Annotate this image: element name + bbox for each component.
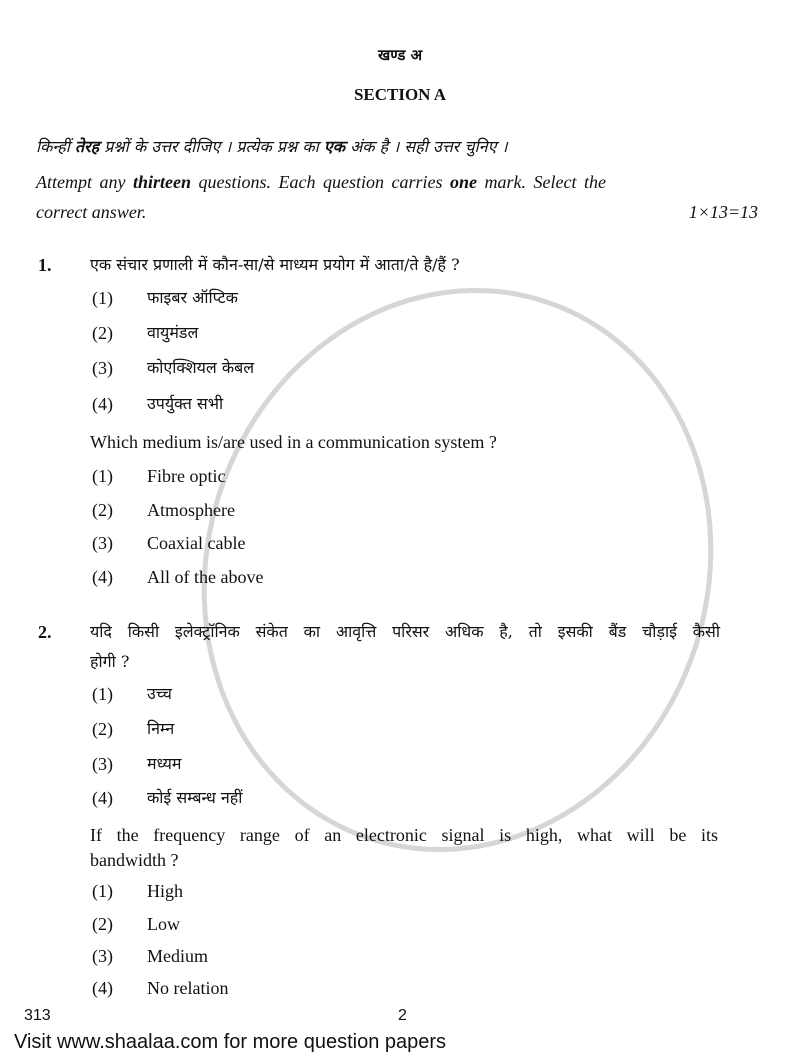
option-text: All of the above xyxy=(147,567,264,587)
paper-code: 313 xyxy=(24,1007,51,1024)
option-number: (2) xyxy=(92,914,113,934)
option-text: Coaxial cable xyxy=(147,533,246,553)
option-number: (3) xyxy=(92,754,113,774)
option-number: (4) xyxy=(92,788,113,808)
option-text-hindi: मध्यम xyxy=(147,754,182,773)
text: questions. Each question carries xyxy=(191,172,450,192)
option-text-hindi: वायुमंडल xyxy=(147,323,199,342)
page-number: 2 xyxy=(398,1007,407,1024)
option-number: (4) xyxy=(92,394,113,414)
question-number: 2. xyxy=(38,622,52,642)
option-number: (4) xyxy=(92,567,113,587)
option-text: Fibre optic xyxy=(147,466,226,486)
question-text: bandwidth ? xyxy=(90,850,179,870)
text: अंक है । सही उत्तर चुनिए । xyxy=(344,137,508,156)
option-text-hindi: फाइबर ऑप्टिक xyxy=(147,288,238,307)
section-title-hindi: खण्ड अ xyxy=(377,46,423,64)
option-number: (3) xyxy=(92,358,113,378)
question-text-hindi: होगी ? xyxy=(90,652,130,671)
option-text: Low xyxy=(147,914,180,934)
option-text: No relation xyxy=(147,978,229,998)
marks-allocation: 1×13=13 xyxy=(688,202,758,222)
option-number: (3) xyxy=(92,533,113,553)
text: प्रश्नों के उत्तर दीजिए । प्रत्येक प्रश्न का xyxy=(99,137,324,156)
option-text-hindi: उच्च xyxy=(147,684,172,703)
option-number: (2) xyxy=(92,719,113,739)
text: किन्हीं xyxy=(36,137,75,156)
option-number: (3) xyxy=(92,946,113,966)
text-bold: तेरह xyxy=(74,137,100,156)
option-text-hindi: उपर्युक्त सभी xyxy=(147,394,224,413)
question-text: If the frequency range of an electronic signal is high, what will be its xyxy=(90,825,718,845)
option-text-hindi: कोएक्शियल केबल xyxy=(147,358,255,377)
instructions-english xyxy=(36,172,606,192)
option-number: (1) xyxy=(92,684,113,704)
instructions-english-line2: correct answer. xyxy=(36,202,147,222)
text-bold: एक xyxy=(323,137,345,156)
question-number: 1. xyxy=(38,255,52,275)
option-number: (4) xyxy=(92,978,113,998)
text: mark. Select the xyxy=(476,172,606,192)
text: Attempt any xyxy=(36,172,133,192)
option-text-hindi: निम्न xyxy=(147,719,175,738)
text-bold: thirteen xyxy=(132,172,191,192)
question-text: Which medium is/are used in a communication system ? xyxy=(90,432,497,452)
instructions-hindi xyxy=(36,137,508,157)
text-bold: one xyxy=(449,172,477,192)
option-number: (2) xyxy=(92,323,113,343)
option-text: Medium xyxy=(147,946,208,966)
option-text: High xyxy=(147,881,183,901)
option-text: Atmosphere xyxy=(147,500,235,520)
option-number: (1) xyxy=(92,288,113,308)
visit-link[interactable]: Visit www.shaalaa.com for more question papers xyxy=(14,1031,447,1053)
option-text-hindi: कोई सम्बन्ध नहीं xyxy=(147,788,243,807)
option-number: (2) xyxy=(92,500,113,520)
question-text-hindi: एक संचार प्रणाली में कौन-सा/से माध्यम प्रयोग में आता/ते है/हैं ? xyxy=(90,255,460,274)
option-number: (1) xyxy=(92,881,113,901)
question-text-hindi: यदि किसी इलेक्ट्रॉनिक संकेत का आवृत्ति परिसर अधिक है, तो इसकी बैंड चौड़ाई कैसी xyxy=(90,622,720,641)
section-title: SECTION A xyxy=(353,85,447,104)
option-number: (1) xyxy=(92,466,113,486)
